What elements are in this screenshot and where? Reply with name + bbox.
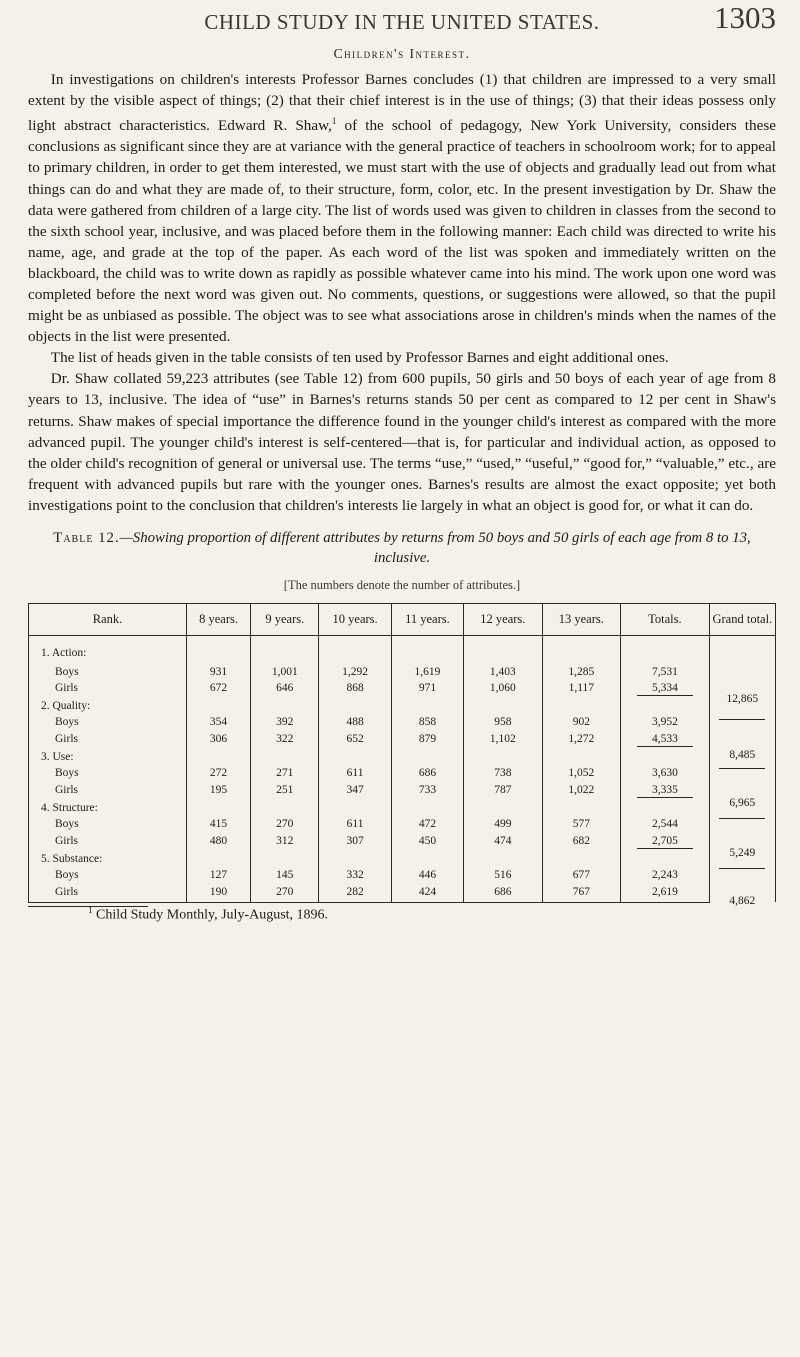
table-cell: 424 bbox=[391, 885, 463, 902]
table-cell: 646 bbox=[251, 681, 319, 699]
table-cell: 879 bbox=[391, 732, 463, 750]
table-cell bbox=[542, 852, 620, 869]
table-cell: 1,001 bbox=[251, 665, 319, 682]
table-group-row bbox=[29, 636, 776, 665]
table-cell: 270 bbox=[251, 817, 319, 834]
table-cell: 672 bbox=[186, 681, 250, 699]
table-cell: 686 bbox=[464, 885, 542, 902]
grand-total-value: 4,862 bbox=[729, 895, 756, 908]
table-cell: 474 bbox=[464, 834, 542, 852]
column-header: 9 years. bbox=[251, 604, 319, 636]
table-cell bbox=[319, 636, 391, 665]
page-number: 1303 bbox=[714, 0, 776, 35]
grand-total-value: 8,485 bbox=[729, 749, 756, 762]
table-cell bbox=[621, 801, 710, 818]
table-cell bbox=[621, 852, 710, 869]
table-cell: 767 bbox=[542, 885, 620, 902]
totals-rule bbox=[637, 695, 693, 696]
table-cell: 127 bbox=[186, 868, 250, 885]
column-header: Totals. bbox=[621, 604, 710, 636]
table-cell bbox=[542, 636, 620, 665]
table-cell: 1,117 bbox=[542, 681, 620, 699]
grand-total-rule bbox=[719, 818, 765, 819]
row-total bbox=[621, 766, 710, 783]
row-label: Boys bbox=[29, 665, 187, 682]
table-cell: 971 bbox=[391, 681, 463, 699]
table-cell bbox=[542, 699, 620, 716]
row-total bbox=[621, 732, 710, 750]
column-header: 8 years. bbox=[186, 604, 250, 636]
table-cell bbox=[319, 852, 391, 869]
table-group-row bbox=[29, 699, 776, 716]
table-cell: 686 bbox=[391, 766, 463, 783]
table-cell: 312 bbox=[251, 834, 319, 852]
row-total bbox=[621, 834, 710, 852]
table-cell: 270 bbox=[251, 885, 319, 902]
table-cell: 347 bbox=[319, 783, 391, 801]
table-cell: 332 bbox=[319, 868, 391, 885]
table-cell bbox=[251, 636, 319, 665]
table-caption-text: —Showing proportion of different attributes by returns from 50 boys and 50 girls of each age from 8 to 13, inclusive. bbox=[119, 530, 751, 567]
column-header: 11 years. bbox=[391, 604, 463, 636]
grand-total-value: 5,249 bbox=[729, 847, 756, 860]
table-cell: 577 bbox=[542, 817, 620, 834]
table-header-row bbox=[29, 604, 776, 636]
table-cell: 652 bbox=[319, 732, 391, 750]
table-cell: 1,022 bbox=[542, 783, 620, 801]
table-cell: 480 bbox=[186, 834, 250, 852]
table-row bbox=[29, 868, 776, 885]
row-total bbox=[621, 665, 710, 682]
table-cell: 472 bbox=[391, 817, 463, 834]
table-cell: 392 bbox=[251, 715, 319, 732]
footnote bbox=[28, 905, 776, 924]
table-cell: 1,285 bbox=[542, 665, 620, 682]
paragraph-1-text: In investigations on children's interests Professor Barnes concludes (1) that children are impressed to a very small extent by the visible aspect of things; (2) that their chief interest is in the use of things; (3) that their ideas possess only light abstract characteristics. Edward R. Shaw, bbox=[28, 71, 776, 135]
row-total-value: 2,243 bbox=[651, 869, 678, 882]
paragraph-3: Dr. Shaw collated 59,223 attributes (see Table 12) from 600 pupils, 50 girls and 50 boys of each year of age from 8 years to 13, inclusive. The idea of “use” in Barnes's returns stands 50 per cent as compared to 12 per cent in Shaw's returns. Shaw makes of special importance the difference found in the younger child's interest as compared with the more advanced pupil. The younger child's interest is self-centered—that is, for particular and individual action, as opposed to the older child's recognition of general or universal use. The terms “use,” “used,” “useful,” “good for,” “valuable,” etc., are frequent with advanced pupils but rare with the younger ones. Barnes's results are almost the exact opposite; yet both investigations point to the conclusion that children's interests lie largely in what an object is good for, or what it can do. bbox=[28, 370, 776, 514]
table-cell bbox=[542, 801, 620, 818]
table-cell bbox=[186, 750, 250, 767]
table-caption bbox=[28, 528, 776, 568]
table-cell: 446 bbox=[391, 868, 463, 885]
table-cell bbox=[251, 750, 319, 767]
column-header: Grand total. bbox=[709, 604, 775, 636]
table-row bbox=[29, 834, 776, 852]
table-cell: 1,060 bbox=[464, 681, 542, 699]
document-page bbox=[28, 0, 776, 923]
table-cell bbox=[464, 801, 542, 818]
table-cell: 272 bbox=[186, 766, 250, 783]
table-cell bbox=[464, 699, 542, 716]
grand-total-column bbox=[709, 636, 775, 908]
table-cell: 307 bbox=[319, 834, 391, 852]
table-cell: 733 bbox=[391, 783, 463, 801]
table-cell: 611 bbox=[319, 766, 391, 783]
table-note: [The numbers denote the number of attributes.] bbox=[283, 578, 521, 593]
table-cell: 1,403 bbox=[464, 665, 542, 682]
page-header bbox=[28, 0, 776, 40]
table-cell bbox=[186, 801, 250, 818]
row-label: Girls bbox=[29, 885, 187, 902]
row-total-value: 2,544 bbox=[651, 818, 678, 831]
grand-total-stack bbox=[714, 636, 771, 908]
table-cell bbox=[542, 750, 620, 767]
table-cell bbox=[391, 636, 463, 665]
table-cell bbox=[186, 699, 250, 716]
attributes-table bbox=[28, 603, 776, 908]
table-row bbox=[29, 766, 776, 783]
paragraph-2: The list of heads given in the table consists of ten used by Professor Barnes and eight additional ones. bbox=[50, 349, 669, 367]
row-label: Girls bbox=[29, 783, 187, 801]
footnote-marker: 1 bbox=[88, 904, 93, 915]
table-cell bbox=[251, 852, 319, 869]
row-total bbox=[621, 817, 710, 834]
table-cell: 1,292 bbox=[319, 665, 391, 682]
table-cell bbox=[391, 750, 463, 767]
table-row bbox=[29, 681, 776, 699]
table-cell: 282 bbox=[319, 885, 391, 902]
table-cell: 190 bbox=[186, 885, 250, 902]
table-row bbox=[29, 817, 776, 834]
row-total-value: 3,630 bbox=[651, 767, 678, 780]
totals-rule bbox=[637, 848, 693, 849]
table-cell bbox=[186, 852, 250, 869]
table-row bbox=[29, 715, 776, 732]
totals-rule bbox=[637, 797, 693, 798]
row-total-value: 3,335 bbox=[651, 783, 678, 796]
row-total bbox=[621, 868, 710, 885]
table-cell bbox=[319, 699, 391, 716]
table-cell: 488 bbox=[319, 715, 391, 732]
table-cell: 1,052 bbox=[542, 766, 620, 783]
table-cell: 958 bbox=[464, 715, 542, 732]
group-label: 1. Action: bbox=[29, 636, 187, 665]
table-cell: 738 bbox=[464, 766, 542, 783]
row-label: Girls bbox=[29, 834, 187, 852]
section-heading: Children's Interest. bbox=[333, 46, 471, 61]
table-cell bbox=[251, 699, 319, 716]
column-header: 13 years. bbox=[542, 604, 620, 636]
column-header: Rank. bbox=[29, 604, 187, 636]
table-group-row bbox=[29, 750, 776, 767]
table-cell: 251 bbox=[251, 783, 319, 801]
paragraph-1-rest: of the school of pedagogy, New York University, considers these conclusions as significant since they are at variance with the general practice of teachers in schoolroom work; for to appeal to primary children, in order to get them interested, we must start with the use of objects and gradually lead out from what things can do and what they are made of, to their structure, form, color, etc. In the present investigation by Dr. Shaw the data were gathered from children of a large city. The list of words used was given to children in classes from the second to the sixth school year, inclusive, and was placed before them in the following manner: Each child was directed to write his name, age, and grade at the top of the paper. As each word of the list was spoken and immediately written on the blackboard, the child was to write down as rapidly as possible whatever came into his mind. The work upon one word was completed before the next word was given out. No comments, questions, or suggestions were allowed, so that the pupil might be as unbiased as possible. The object was to see what associations arose in children's minds when the names of the objects in the list were presented. bbox=[28, 117, 776, 346]
group-label: 4. Structure: bbox=[29, 801, 187, 818]
table-cell: 322 bbox=[251, 732, 319, 750]
grand-total-rule bbox=[719, 719, 765, 720]
table-cell: 450 bbox=[391, 834, 463, 852]
table-cell: 1,619 bbox=[391, 665, 463, 682]
row-total bbox=[621, 715, 710, 732]
table-cell: 145 bbox=[251, 868, 319, 885]
table-group-row bbox=[29, 801, 776, 818]
paragraph-1 bbox=[28, 69, 776, 347]
row-label: Boys bbox=[29, 817, 187, 834]
row-total-value: 5,334 bbox=[651, 682, 678, 695]
row-total-value: 4,533 bbox=[651, 733, 678, 746]
table-cell: 271 bbox=[251, 766, 319, 783]
table-cell: 677 bbox=[542, 868, 620, 885]
table-cell: 516 bbox=[464, 868, 542, 885]
table-cell bbox=[186, 636, 250, 665]
row-total-value: 2,619 bbox=[651, 885, 678, 898]
totals-rule bbox=[637, 746, 693, 747]
table-cell: 787 bbox=[464, 783, 542, 801]
row-total-value: 2,705 bbox=[651, 834, 678, 847]
row-total-value: 3,952 bbox=[651, 716, 678, 729]
table-row bbox=[29, 665, 776, 682]
table-group-row bbox=[29, 852, 776, 869]
table-cell: 354 bbox=[186, 715, 250, 732]
running-head: CHILD STUDY IN THE UNITED STATES. bbox=[204, 10, 600, 34]
grand-total-rule bbox=[719, 768, 765, 769]
table-cell: 682 bbox=[542, 834, 620, 852]
table-cell: 1,102 bbox=[464, 732, 542, 750]
group-label: 3. Use: bbox=[29, 750, 187, 767]
footnote-ref: 1 bbox=[331, 116, 337, 127]
table-cell: 858 bbox=[391, 715, 463, 732]
table-cell: 1,272 bbox=[542, 732, 620, 750]
table-cell bbox=[464, 852, 542, 869]
group-label: 5. Substance: bbox=[29, 852, 187, 869]
grand-total-value: 12,865 bbox=[726, 693, 759, 706]
table-cell bbox=[251, 801, 319, 818]
table-cell bbox=[621, 750, 710, 767]
table-cell bbox=[621, 636, 710, 665]
table-cell: 902 bbox=[542, 715, 620, 732]
table-cell: 931 bbox=[186, 665, 250, 682]
row-label: Boys bbox=[29, 766, 187, 783]
table-cell bbox=[391, 699, 463, 716]
row-total-value: 7,531 bbox=[651, 665, 678, 678]
table-cell: 499 bbox=[464, 817, 542, 834]
table-cell: 611 bbox=[319, 817, 391, 834]
table-cell bbox=[391, 801, 463, 818]
table-cell bbox=[464, 750, 542, 767]
table-cell bbox=[464, 636, 542, 665]
group-label: 2. Quality: bbox=[29, 699, 187, 716]
row-total bbox=[621, 783, 710, 801]
row-total bbox=[621, 885, 710, 902]
grand-total-value: 6,965 bbox=[729, 797, 756, 810]
table-cell bbox=[319, 801, 391, 818]
table-cell bbox=[319, 750, 391, 767]
column-header: 12 years. bbox=[464, 604, 542, 636]
table-cell: 195 bbox=[186, 783, 250, 801]
column-header: 10 years. bbox=[319, 604, 391, 636]
table-cell bbox=[621, 699, 710, 716]
row-label: Boys bbox=[29, 868, 187, 885]
row-total bbox=[621, 681, 710, 699]
table-cell bbox=[391, 852, 463, 869]
row-label: Girls bbox=[29, 681, 187, 699]
table-body bbox=[29, 636, 776, 908]
table-cell: 415 bbox=[186, 817, 250, 834]
table-cell: 306 bbox=[186, 732, 250, 750]
table-row bbox=[29, 885, 776, 902]
grand-total-rule bbox=[719, 868, 765, 869]
row-label: Boys bbox=[29, 715, 187, 732]
body-text bbox=[28, 69, 776, 516]
table-row bbox=[29, 783, 776, 801]
table-cell: 868 bbox=[319, 681, 391, 699]
footnote-text: Child Study Monthly, July-August, 1896. bbox=[92, 907, 329, 923]
row-label: Girls bbox=[29, 732, 187, 750]
table-row bbox=[29, 732, 776, 750]
table-label: Table 12. bbox=[53, 530, 120, 547]
